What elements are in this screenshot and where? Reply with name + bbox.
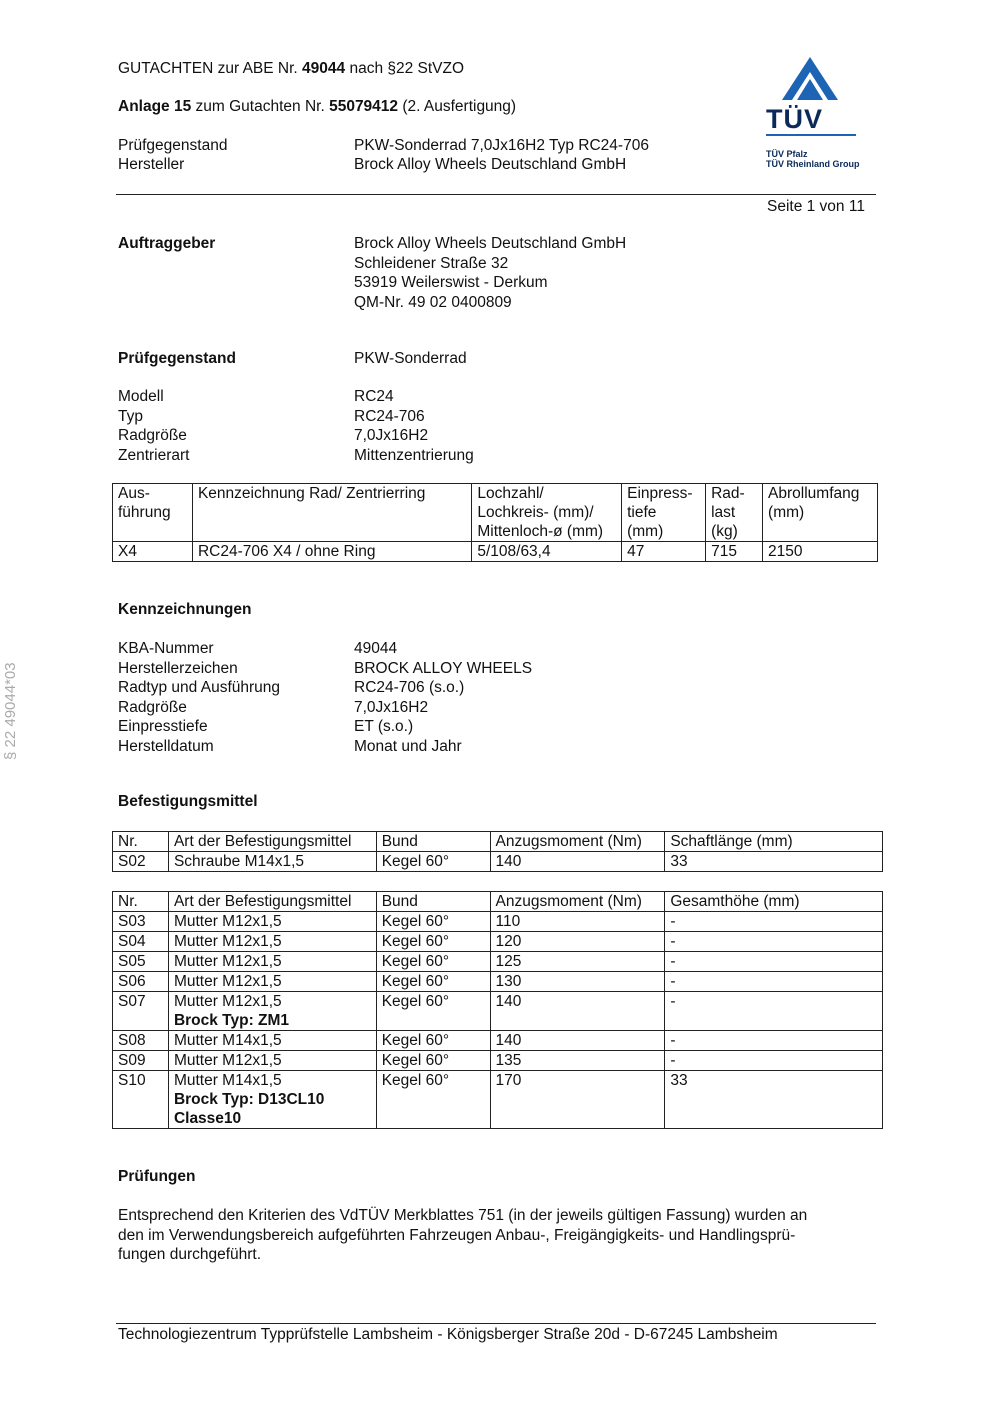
pruef-values bbox=[354, 387, 474, 465]
side-note: § 22 49044*03 bbox=[2, 662, 19, 760]
table-cell: - bbox=[665, 952, 883, 972]
bolt-table bbox=[112, 831, 883, 872]
tuv-subtitle bbox=[766, 149, 860, 169]
annex-line bbox=[118, 97, 516, 117]
table-row bbox=[113, 932, 883, 952]
address-line: QM-Nr. 49 02 0400809 bbox=[354, 293, 512, 311]
table-cell: - bbox=[665, 1051, 883, 1071]
kennz-value: Monat und Jahr bbox=[354, 737, 462, 755]
footer-text: Technologiezentrum Typprüfstelle Lambsheim - Königsberger Straße 20d - D-67245 Lambsheim bbox=[118, 1326, 778, 1343]
table-cell: 140 bbox=[490, 992, 665, 1031]
kennz-label: KBA-Nummer bbox=[118, 640, 214, 657]
pruef-labels bbox=[118, 387, 190, 465]
table-cell bbox=[168, 992, 376, 1031]
table-row bbox=[113, 542, 878, 562]
table-cell: S03 bbox=[113, 912, 169, 932]
table-row bbox=[113, 912, 883, 932]
pruefungen-heading: Prüfungen bbox=[118, 1168, 196, 1185]
pruef-label: Modell bbox=[118, 388, 164, 405]
kennz-heading: Kennzeichnungen bbox=[118, 601, 252, 618]
pruef-value-item: Mittenzentrierung bbox=[354, 446, 474, 464]
table-cell bbox=[168, 932, 376, 952]
pruef-label: Zentrierart bbox=[118, 446, 190, 464]
table-row bbox=[113, 992, 883, 1031]
pruef-heading: Prüfgegenstand bbox=[118, 350, 236, 367]
kennz-value: 7,0Jx16H2 bbox=[354, 698, 429, 716]
table-cell: 33 bbox=[665, 852, 883, 872]
table-cell bbox=[168, 1071, 376, 1129]
table-cell: Schraube M14x1,5 bbox=[168, 852, 376, 872]
table-cell: S02 bbox=[113, 852, 169, 872]
table-row bbox=[113, 952, 883, 972]
kennz-label: Herstellerzeichen bbox=[118, 659, 238, 677]
table-cell: 120 bbox=[490, 932, 665, 952]
table-row bbox=[113, 1071, 883, 1129]
table-header-cell: Aus- führung bbox=[113, 484, 193, 542]
auftraggeber-address bbox=[354, 234, 626, 312]
table-cell: 47 bbox=[622, 542, 706, 562]
kennz-value: 49044 bbox=[354, 640, 398, 657]
nut-table-body bbox=[113, 912, 883, 1129]
header-label-1: Hersteller bbox=[118, 156, 185, 173]
kennz-values bbox=[354, 639, 532, 756]
table-cell: S08 bbox=[113, 1031, 169, 1051]
fastener-type: Mutter M12x1,5 bbox=[173, 913, 282, 930]
pruef-value-item: RC24-706 bbox=[354, 407, 425, 425]
report-title bbox=[118, 59, 464, 79]
table-cell: Kegel 60° bbox=[376, 972, 490, 992]
table-row bbox=[113, 1031, 883, 1051]
fastener-type: Mutter M14x1,5 bbox=[173, 1072, 282, 1089]
table-cell: 5/108/63,4 bbox=[472, 542, 622, 562]
table-cell: 2150 bbox=[763, 542, 878, 562]
ausfuehrung-table bbox=[112, 483, 878, 562]
title-suffix: nach §22 StVZO bbox=[345, 60, 465, 77]
header-value-1: Brock Alloy Wheels Deutschland GmbH bbox=[354, 156, 627, 173]
table-cell: RC24-706 X4 / ohne Ring bbox=[192, 542, 471, 562]
kennz-value: RC24-706 (s.o.) bbox=[354, 679, 465, 696]
table-cell bbox=[168, 972, 376, 992]
fastener-type: Mutter M12x1,5 bbox=[173, 933, 282, 950]
address-line: 53919 Weilerswist - Derkum bbox=[354, 274, 548, 291]
table-cell bbox=[168, 912, 376, 932]
table-header-cell: Art der Befestigungsmittel bbox=[168, 892, 376, 912]
table-cell: S10 bbox=[113, 1071, 169, 1129]
table-header-row bbox=[113, 832, 883, 852]
kennz-label: Herstelldatum bbox=[118, 737, 214, 755]
tuv-sub1: TÜV Pfalz bbox=[766, 149, 808, 159]
table-cell: 130 bbox=[490, 972, 665, 992]
auftraggeber-heading: Auftraggeber bbox=[118, 235, 216, 252]
table-header-row bbox=[113, 484, 878, 542]
table-cell: 135 bbox=[490, 1051, 665, 1071]
pruef-value-item: RC24 bbox=[354, 388, 394, 405]
tuv-sub2: TÜV Rheinland Group bbox=[766, 159, 860, 169]
fastener-brand-type: Brock Typ: ZM1 bbox=[173, 1012, 290, 1029]
pruef-label: Typ bbox=[118, 407, 143, 425]
table-header-cell: Anzugsmoment (Nm) bbox=[490, 832, 665, 852]
table-cell: 33 bbox=[665, 1071, 883, 1129]
header-label-0: Prüfgegenstand bbox=[118, 137, 228, 154]
table-header-cell: Schaftlänge (mm) bbox=[665, 832, 883, 852]
befest-heading: Befestigungsmittel bbox=[118, 793, 258, 810]
table-cell: - bbox=[665, 972, 883, 992]
header-value-0: PKW-Sonderrad 7,0Jx16H2 Typ RC24-706 bbox=[354, 137, 649, 154]
table-cell: Kegel 60° bbox=[376, 992, 490, 1031]
table-cell bbox=[168, 1051, 376, 1071]
table-header-cell: Art der Befestigungsmittel bbox=[168, 832, 376, 852]
table-cell bbox=[168, 1031, 376, 1051]
fastener-brand-type: Brock Typ: D13CL10 Classe10 bbox=[173, 1091, 325, 1127]
table-cell: Kegel 60° bbox=[376, 932, 490, 952]
header-divider bbox=[116, 194, 876, 195]
table-cell: 715 bbox=[706, 542, 763, 562]
table-cell: Kegel 60° bbox=[376, 1031, 490, 1051]
table-header-cell: Bund bbox=[376, 832, 490, 852]
table-cell: S07 bbox=[113, 992, 169, 1031]
address-line: Brock Alloy Wheels Deutschland GmbH bbox=[354, 235, 627, 252]
table-header-cell: Abrollumfang (mm) bbox=[763, 484, 878, 542]
table-cell: Kegel 60° bbox=[376, 952, 490, 972]
fastener-type: Mutter M12x1,5 bbox=[173, 1052, 282, 1069]
pruef-label: Radgröße bbox=[118, 427, 187, 444]
table-cell: 140 bbox=[490, 852, 665, 872]
table-header-cell: Nr. bbox=[113, 892, 169, 912]
table-cell: - bbox=[665, 992, 883, 1031]
table-cell: Kegel 60° bbox=[376, 852, 490, 872]
annex-mid: zum Gutachten Nr. bbox=[191, 98, 330, 115]
table-header-cell: Rad- last (kg) bbox=[706, 484, 763, 542]
pruef-value-item: 7,0Jx16H2 bbox=[354, 427, 429, 444]
table-cell: X4 bbox=[113, 542, 193, 562]
table-cell: - bbox=[665, 1031, 883, 1051]
table-cell: 170 bbox=[490, 1071, 665, 1129]
table-header-cell: Nr. bbox=[113, 832, 169, 852]
table-cell bbox=[168, 952, 376, 972]
table-header-cell: Lochzahl/ Lochkreis- (mm)/ Mittenloch-ø (mm) bbox=[472, 484, 622, 542]
page-number: Seite 1 von 11 bbox=[767, 198, 865, 215]
pruefungen-text: Entsprechend den Kriterien des VdTÜV Merkblattes 751 (in der jeweils gültigen Fassung) wurden an den im Verwendungsbereich aufgeführten Fahrzeugen Anbau-, Freigängigkeits- und Handlingsprü- fungen durchgeführt. bbox=[118, 1207, 808, 1263]
tuv-rule bbox=[766, 134, 856, 136]
fastener-type: Mutter M14x1,5 bbox=[173, 1032, 282, 1049]
report-number: 55079412 bbox=[329, 98, 399, 115]
footer-divider bbox=[116, 1323, 876, 1324]
table-cell: Kegel 60° bbox=[376, 1051, 490, 1071]
table-cell: S09 bbox=[113, 1051, 169, 1071]
table-cell: 125 bbox=[490, 952, 665, 972]
table-cell: S05 bbox=[113, 952, 169, 972]
kennz-value: ET (s.o.) bbox=[354, 718, 414, 735]
table-cell: 110 bbox=[490, 912, 665, 932]
table-header-cell: Gesamthöhe (mm) bbox=[665, 892, 883, 912]
pruef-value: PKW-Sonderrad bbox=[354, 350, 467, 367]
address-line: Schleidener Straße 32 bbox=[354, 254, 509, 272]
fastener-type: Mutter M12x1,5 bbox=[173, 973, 282, 990]
tuv-wordmark: TÜV bbox=[766, 104, 823, 134]
table-cell: Kegel 60° bbox=[376, 1071, 490, 1129]
table-cell: S04 bbox=[113, 932, 169, 952]
kennz-label: Radtyp und Ausführung bbox=[118, 679, 281, 696]
fastener-type: Mutter M12x1,5 bbox=[173, 953, 282, 970]
nut-table bbox=[112, 891, 883, 1129]
fastener-type: Mutter M12x1,5 bbox=[173, 993, 282, 1010]
table-header-cell: Kennzeichnung Rad/ Zentrierring bbox=[192, 484, 471, 542]
table-header-row bbox=[113, 892, 883, 912]
title-prefix: GUTACHTEN zur ABE Nr. bbox=[118, 60, 303, 77]
table-header-cell: Bund bbox=[376, 892, 490, 912]
abe-number: 49044 bbox=[302, 60, 346, 77]
table-cell: - bbox=[665, 932, 883, 952]
table-cell: - bbox=[665, 912, 883, 932]
table-row bbox=[113, 972, 883, 992]
table-row bbox=[113, 1051, 883, 1071]
kennz-labels bbox=[118, 639, 280, 756]
annex-label: Anlage 15 bbox=[118, 98, 192, 115]
table-cell: 140 bbox=[490, 1031, 665, 1051]
table-cell: S06 bbox=[113, 972, 169, 992]
table-row bbox=[113, 852, 883, 872]
kennz-value: BROCK ALLOY WHEELS bbox=[354, 659, 533, 677]
kennz-label: Radgröße bbox=[118, 698, 187, 716]
kennz-label: Einpresstiefe bbox=[118, 718, 208, 735]
table-header-cell: Anzugsmoment (Nm) bbox=[490, 892, 665, 912]
table-cell: Kegel 60° bbox=[376, 912, 490, 932]
table-header-cell: Einpress- tiefe (mm) bbox=[622, 484, 706, 542]
annex-suffix: (2. Ausfertigung) bbox=[398, 98, 517, 115]
